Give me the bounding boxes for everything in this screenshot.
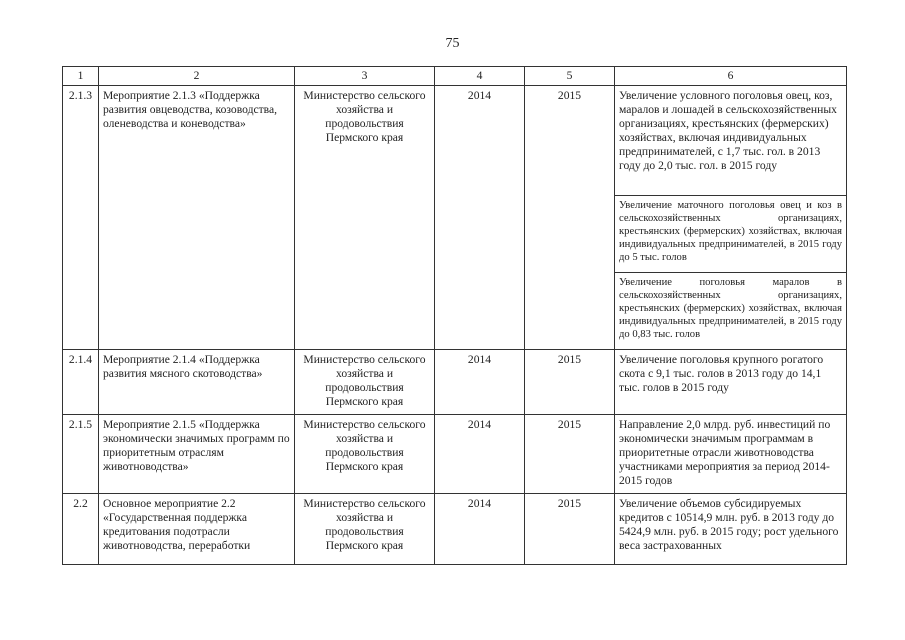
end-year: 2015 [525, 415, 615, 494]
expected-result: Увеличение условного поголовья овец, коз, маралов и лошадей в сельскохозяйственных организациях, крестьянских (фермерских) хозяйствах, включая индивидуальных предпринимателей, с 1,7 тыс. гол. в 2013 году до 2,0 тыс. гол. в 2015 году [615, 86, 847, 196]
column-header: 4 [435, 67, 525, 86]
column-header-row [63, 67, 847, 86]
expected-result: Увеличение поголовья крупного рогатого скота с 9,1 тыс. голов в 2013 году до 14,1 тыс. голов в 2015 году [615, 350, 847, 415]
executor: Министерство сельского хозяйства и продовольствия Пермского края [295, 86, 435, 350]
row-number: 2.1.5 [63, 415, 99, 494]
end-year: 2015 [525, 350, 615, 415]
column-header: 3 [295, 67, 435, 86]
executor: Министерство сельского хозяйства и продовольствия Пермского края [295, 350, 435, 415]
column-header: 5 [525, 67, 615, 86]
executor: Министерство сельского хозяйства и продовольствия Пермского края [295, 415, 435, 494]
expected-result: Увеличение поголовья маралов в сельскохозяйственных организациях, крестьянских (фермерских) хозяйствах, включая индивидуальных предпринимателей, в 2015 году до 0,83 тыс. голов [615, 273, 847, 350]
column-header: 6 [615, 67, 847, 86]
row-number: 2.1.4 [63, 350, 99, 415]
activity-name: Мероприятие 2.1.4 «Поддержка развития мясного скотоводства» [99, 350, 295, 415]
expected-result: Направление 2,0 млрд. руб. инвестиций по экономически значимым программам в приоритетные отрасли животноводства участниками мероприятия за период 2014-2015 годов [615, 415, 847, 494]
program-table [62, 66, 847, 565]
expected-result: Увеличение объемов субсидируемых кредитов с 10514,9 млн. руб. в 2013 году до 5424,9 млн. руб. в 2015 году; рост удельного веса застрахованных [615, 494, 847, 565]
executor: Министерство сельского хозяйства и продовольствия Пермского края [295, 494, 435, 565]
activity-name: Основное мероприятие 2.2 «Государственная поддержка кредитования подотрасли животноводства, переработки [99, 494, 295, 565]
start-year: 2014 [435, 494, 525, 565]
page-number: 75 [445, 36, 460, 51]
start-year: 2014 [435, 415, 525, 494]
start-year: 2014 [435, 350, 525, 415]
row-number: 2.1.3 [63, 86, 99, 350]
activity-name: Мероприятие 2.1.5 «Поддержка экономически значимых программ по приоритетным отраслям животноводства» [99, 415, 295, 494]
end-year: 2015 [525, 494, 615, 565]
column-header: 1 [63, 67, 99, 86]
column-header: 2 [99, 67, 295, 86]
start-year: 2014 [435, 86, 525, 350]
table-row [63, 86, 847, 196]
table-row [63, 415, 847, 494]
activity-name: Мероприятие 2.1.3 «Поддержка развития овцеводства, козоводства, оленеводства и коневодства» [99, 86, 295, 350]
table-row [63, 350, 847, 415]
table-row [63, 494, 847, 565]
end-year: 2015 [525, 86, 615, 350]
row-number: 2.2 [63, 494, 99, 565]
expected-result: Увеличение маточного поголовья овец и коз в сельскохозяйственных организациях, крестьянских (фермерских) хозяйствах, включая индивидуальных предпринимателей, в 2015 году до 5 тыс. голов [615, 196, 847, 273]
